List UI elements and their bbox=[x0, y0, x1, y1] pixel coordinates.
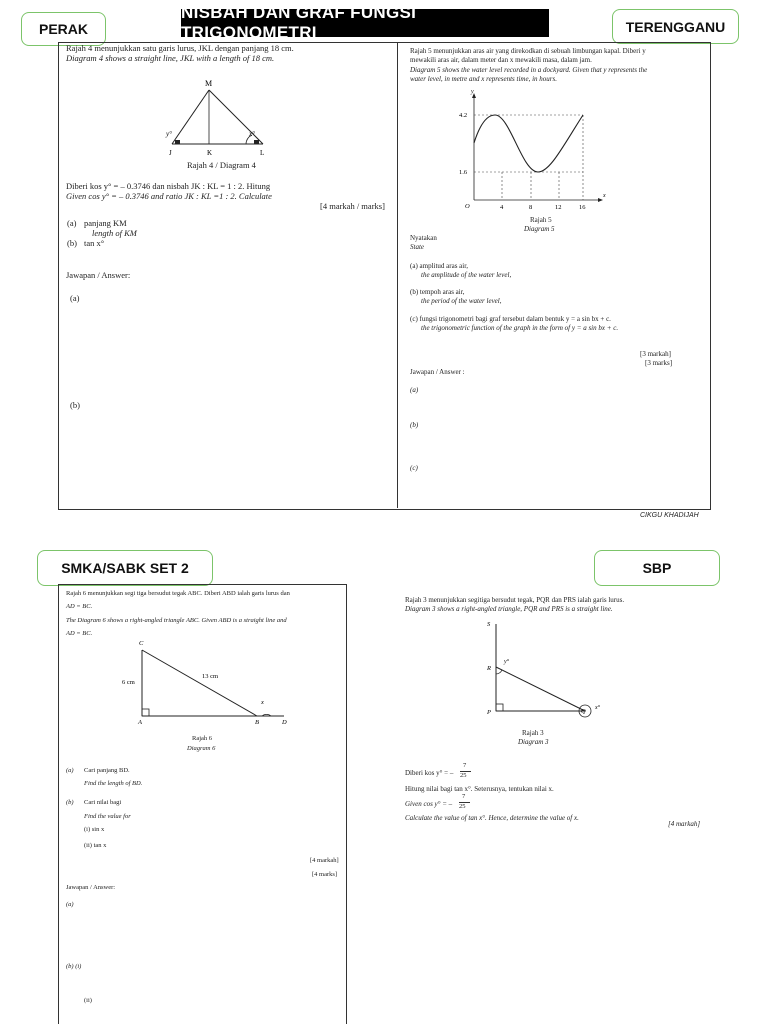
perak-angle-y: y° bbox=[166, 130, 172, 138]
terengganu-qb-ms: (b) tempoh aras air, bbox=[410, 288, 465, 296]
terengganu-qa-ms: (a) amplitud aras air, bbox=[410, 262, 469, 270]
perak-part-a-en: length of KM bbox=[92, 228, 137, 238]
perak-diagram bbox=[160, 72, 300, 162]
sbp-given-ms: Diberi kos y° = – bbox=[405, 769, 454, 777]
sbp-point-p: P bbox=[487, 709, 491, 716]
smka-answer-a: (a) bbox=[66, 901, 74, 908]
perak-answer-a: (a) bbox=[70, 293, 80, 303]
perak-point-m: M bbox=[205, 79, 213, 88]
smka-point-a: A bbox=[138, 719, 142, 726]
smka-point-c: C bbox=[139, 640, 144, 647]
terengganu-caption-ms: Rajah 5 bbox=[530, 216, 552, 224]
perak-point-k: K bbox=[207, 149, 213, 157]
smka-caption-ms: Rajah 6 bbox=[192, 735, 213, 742]
smka-answer-b-ii: (ii) bbox=[84, 997, 92, 1004]
sbp-caption-ms: Rajah 3 bbox=[522, 729, 544, 737]
terengganu-answer-b: (b) bbox=[410, 421, 419, 429]
terengganu-intro-en-2: water level, in metre and x represents time, in hours. bbox=[410, 75, 557, 83]
perak-point-j: J bbox=[169, 149, 172, 157]
perak-part-a-ms: panjang KM bbox=[84, 218, 127, 228]
terengganu-intro-ms-2: mewakili aras air, dalam meter dan x mewakili masa, dalam jam. bbox=[410, 56, 592, 64]
perak-intro-en: Diagram 4 shows a straight line, JKL with a length of 18 cm. bbox=[66, 53, 275, 63]
sbp-fraction-den-2: 25 bbox=[459, 803, 466, 810]
smka-qb-ii: (ii) tan x bbox=[84, 842, 107, 849]
smka-intro-en-2: AD = BC. bbox=[66, 630, 93, 637]
sbp-intro-en: Diagram 3 shows a right-angled triangle, PQR and PRS is a straight line. bbox=[405, 605, 613, 613]
terengganu-y-max: 4.2 bbox=[459, 112, 468, 119]
sbp-fraction-num-1: 7 bbox=[463, 762, 467, 769]
smka-qb-en: Find the value for bbox=[84, 813, 131, 820]
sbp-fraction-num-2: 7 bbox=[462, 793, 466, 800]
bottom-left-border bbox=[58, 584, 59, 1024]
smka-side-bc: 13 cm bbox=[202, 673, 219, 680]
sbp-intro-ms: Rajah 3 menunjukkan segitiga bersudut tegak, PQR dan PRS ialah garis lurus. bbox=[405, 596, 625, 604]
terengganu-qa-en: the amplitude of the water level, bbox=[421, 271, 512, 279]
terengganu-marks-ms: [3 markah] bbox=[640, 350, 671, 358]
tag-perak: PERAK bbox=[21, 12, 106, 46]
smka-diagram bbox=[118, 636, 298, 732]
smka-qb-i: (i) sin x bbox=[84, 826, 105, 833]
terengganu-qc-ms: (c) fungsi trigonometri bagi graf tersebut dalam bentuk y = a sin bx + c. bbox=[410, 315, 611, 323]
smka-angle-x: x bbox=[261, 699, 264, 706]
perak-marks: [4 markah / marks] bbox=[320, 201, 385, 211]
author-credit: CIKGU KHADIJAH bbox=[640, 512, 699, 519]
perak-part-a-label: (a) bbox=[67, 218, 77, 228]
perak-answer-b: (b) bbox=[70, 400, 80, 410]
terengganu-y-label: y bbox=[471, 89, 474, 95]
sbp-point-r: R bbox=[487, 665, 491, 672]
terengganu-tick-12: 12 bbox=[555, 204, 562, 211]
sbp-calc-en: Calculate the value of tan x°. Hence, determine the value of x. bbox=[405, 814, 579, 822]
sbp-marks: [4 markah] bbox=[668, 820, 701, 828]
perak-point-l: L bbox=[260, 149, 265, 157]
bottom-column-divider bbox=[346, 584, 347, 1024]
smka-marks-ms: [4 markah] bbox=[310, 857, 339, 864]
smka-point-d: D bbox=[282, 719, 287, 726]
terengganu-answer-a: (a) bbox=[410, 386, 419, 394]
perak-given-en: Given cos y° = – 0.3746 and ratio JK : KL =1 : 2. Calculate bbox=[66, 191, 272, 201]
smka-qb-label: (b) bbox=[66, 799, 74, 806]
smka-qb-ms: Cari nilai bagi bbox=[84, 799, 122, 806]
sbp-caption-en: Diagram 3 bbox=[518, 738, 549, 746]
sbp-hitung: Hitung nilai bagi tan x°. Seterusnya, tentukan nilai x. bbox=[405, 785, 554, 793]
sbp-diagram bbox=[478, 614, 618, 724]
terengganu-qb-en: the period of the water level, bbox=[421, 297, 502, 305]
sbp-angle-y: y° bbox=[504, 659, 510, 665]
sbp-point-s: S bbox=[487, 621, 491, 628]
smka-qa-ms: Cari panjang BD. bbox=[84, 767, 130, 774]
terengganu-marks-en: [3 marks] bbox=[645, 359, 673, 367]
terengganu-y-min: 1.6 bbox=[459, 169, 468, 176]
perak-caption: Rajah 4 / Diagram 4 bbox=[187, 160, 256, 170]
terengganu-intro-ms-1: Rajah 5 menunjukkan aras air yang direkodkan di sebuah limbungan kapal. Diberi y bbox=[410, 47, 646, 55]
terengganu-intro-en-1: Diagram 5 shows the water level recorded in a dockyard. Given that y represents the bbox=[410, 66, 648, 74]
terengganu-answer-c: (c) bbox=[410, 464, 418, 472]
perak-answer-label: Jawapan / Answer: bbox=[66, 270, 131, 280]
perak-angle-x: x° bbox=[249, 130, 255, 138]
terengganu-tick-4: 4 bbox=[500, 204, 504, 211]
bottom-top-border-left bbox=[58, 584, 347, 585]
perak-part-b-label: (b) bbox=[67, 238, 77, 248]
tag-sbp: SBP bbox=[594, 550, 720, 586]
top-column-divider bbox=[397, 42, 398, 508]
tag-smka: SMKA/SABK SET 2 bbox=[37, 550, 213, 586]
smka-qa-label: (a) bbox=[66, 767, 74, 774]
smka-marks-en: [4 marks] bbox=[312, 871, 338, 878]
perak-given-ms: Diberi kos y° = – 0.3746 dan nisbah JK : KL = 1 : 2. Hitung bbox=[66, 181, 271, 191]
smka-intro-en-1: The Diagram 6 shows a right-angled triangle ABC. Given ABD is a straight line and bbox=[66, 617, 287, 624]
smka-answer-b: (b) (i) bbox=[66, 963, 82, 970]
perak-part-b-text: tan x° bbox=[84, 238, 105, 248]
sbp-angle-x: x° bbox=[595, 705, 601, 711]
page-title: NISBAH DAN GRAF FUNGSI TRIGONOMETRI bbox=[181, 9, 549, 37]
terengganu-state-ms: Nyatakan bbox=[410, 234, 437, 242]
sbp-given-en: Given cos y° = – bbox=[405, 800, 453, 808]
tag-terengganu: TERENGGANU bbox=[612, 9, 739, 44]
terengganu-tick-16: 16 bbox=[579, 204, 586, 211]
smka-intro-ms-2: AD = BC. bbox=[66, 603, 93, 610]
terengganu-origin: O bbox=[465, 203, 470, 210]
terengganu-answer-label: Jawapan / Answer : bbox=[410, 368, 465, 376]
smka-point-b: B bbox=[255, 719, 259, 726]
smka-qa-en: Find the length of BD. bbox=[84, 780, 143, 787]
terengganu-state-en: State bbox=[410, 243, 424, 251]
smka-side-ac: 6 cm bbox=[122, 679, 135, 686]
smka-answer-label: Jawapan / Answer: bbox=[66, 884, 116, 891]
terengganu-graph bbox=[455, 88, 615, 214]
sbp-fraction-den-1: 25 bbox=[460, 772, 467, 779]
smka-intro-ms-1: Rajah 6 menunjukkan segi tiga bersudut tegak ABC. Diberi ABD ialah garis lurus dan bbox=[66, 590, 290, 597]
terengganu-caption-en: Diagram 5 bbox=[524, 225, 555, 233]
terengganu-qc-en: the trigonometric function of the graph in the form of y = a sin bx + c. bbox=[421, 324, 619, 332]
terengganu-tick-8: 8 bbox=[529, 204, 533, 211]
terengganu-x-label: x bbox=[603, 193, 606, 199]
sbp-point-q: Q bbox=[581, 708, 586, 715]
smka-caption-en: Diagram 6 bbox=[187, 745, 216, 752]
perak-intro-ms: Rajah 4 menunjukkan satu garis lurus, JKL dengan panjang 18 cm. bbox=[66, 43, 294, 53]
